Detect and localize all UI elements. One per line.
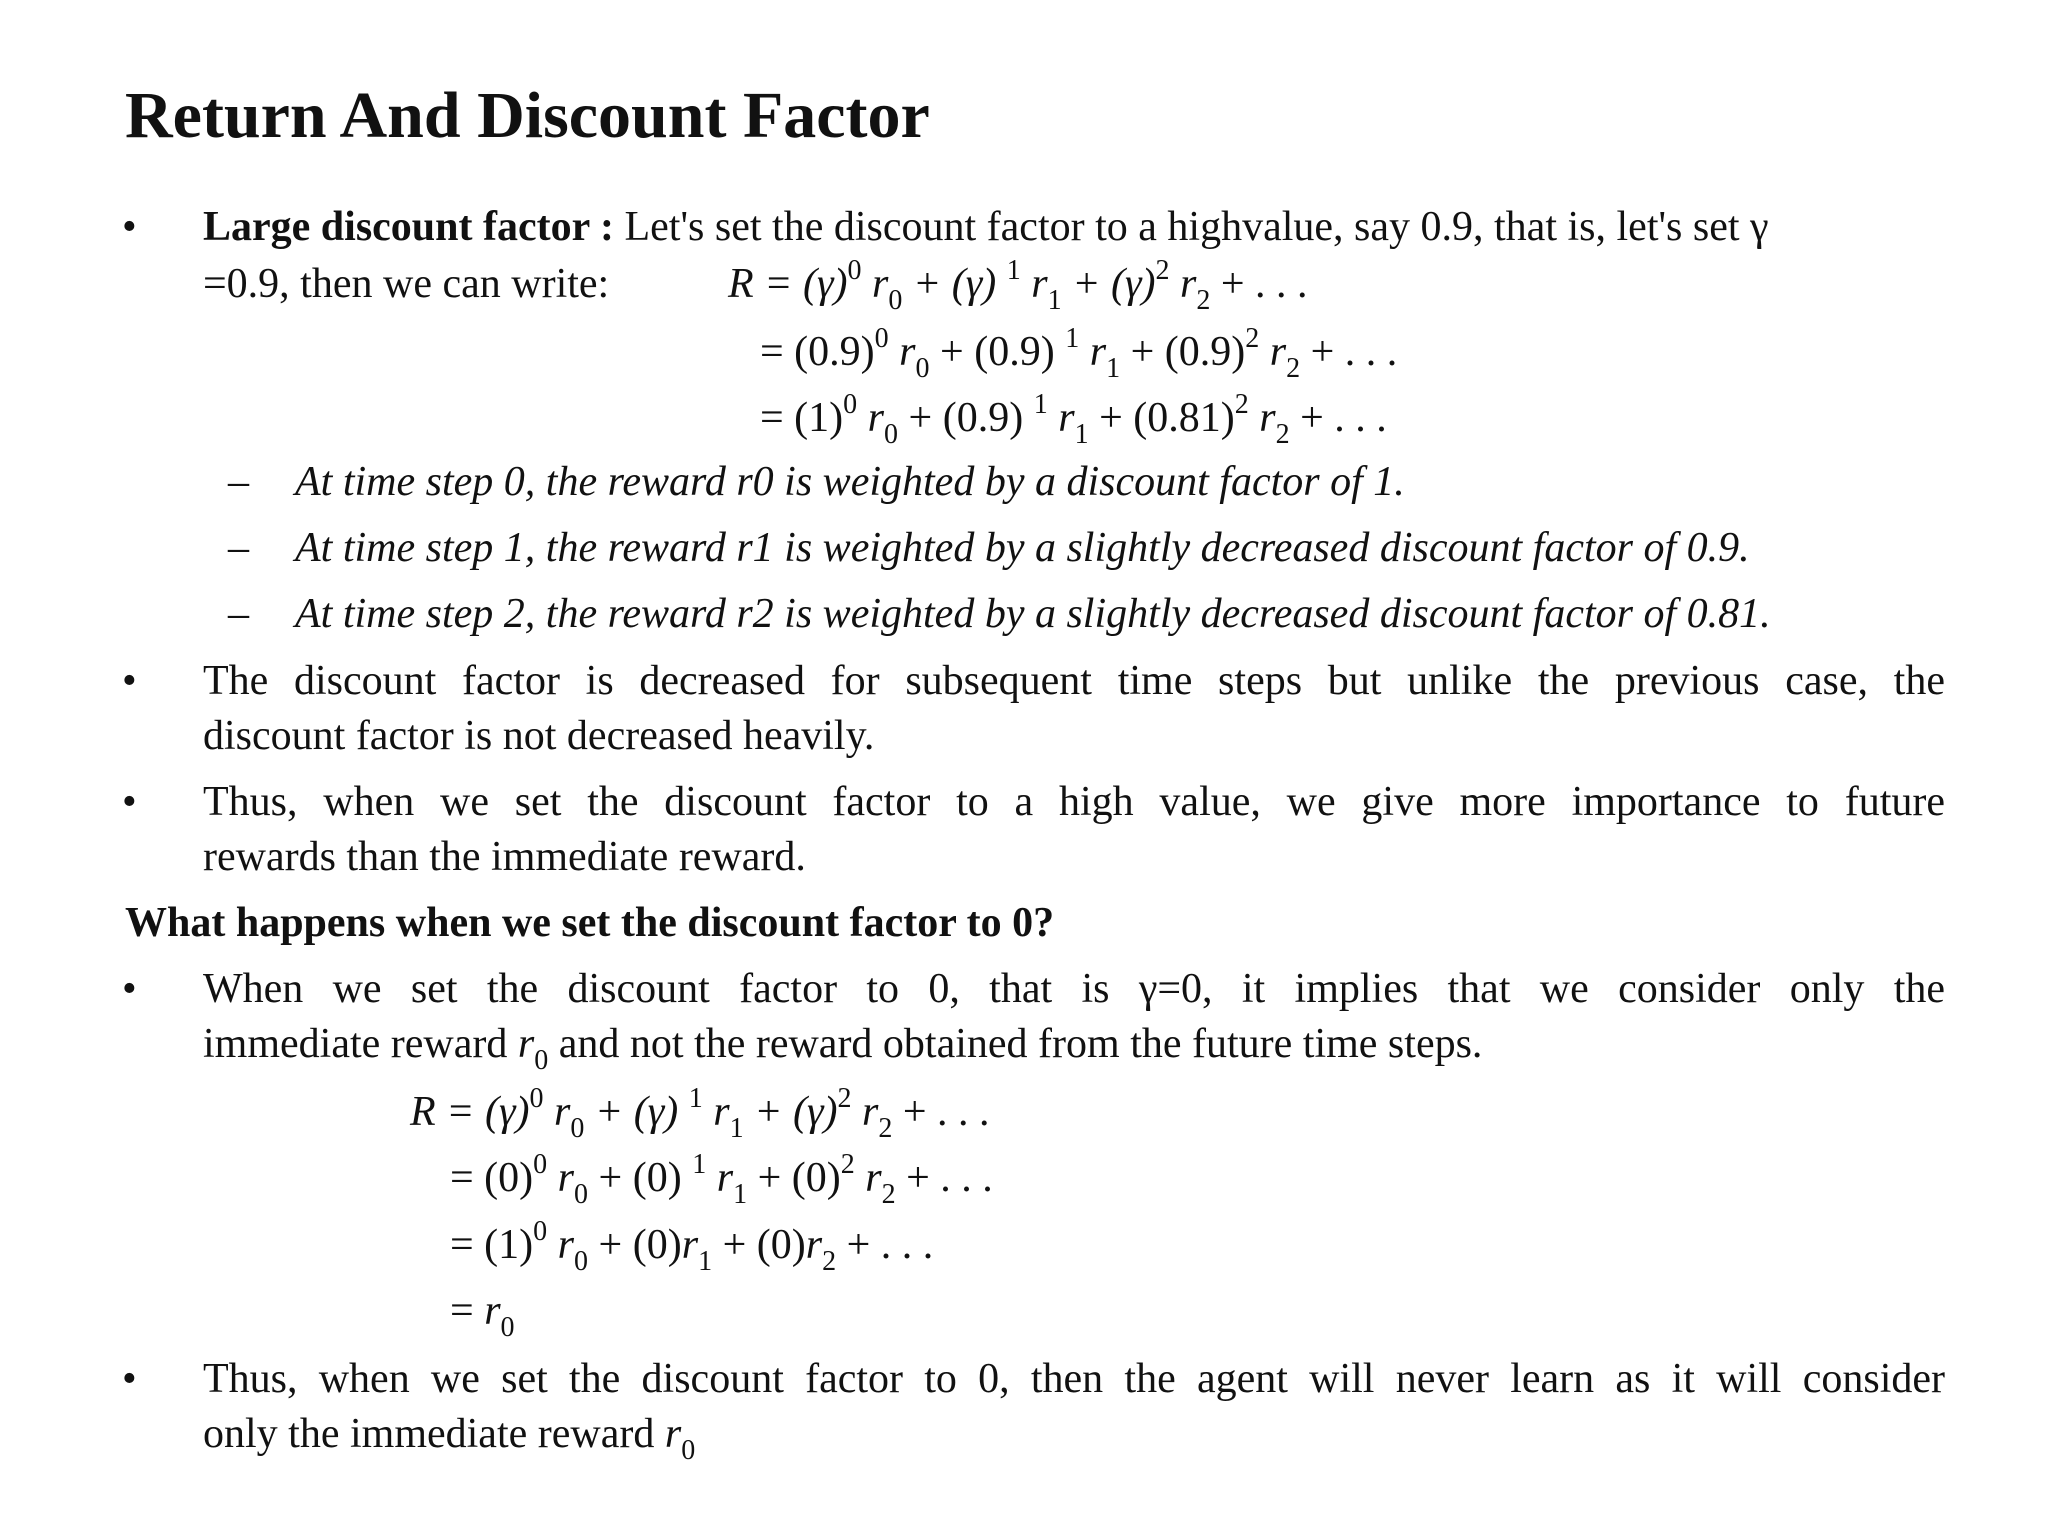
eq2-row-3: = $(1)^0$ $r_0 + (0)r_1 + (0)r_2$ + . . . <box>450 1216 934 1277</box>
bullet-5-glyph: • <box>122 1356 137 1402</box>
sub-bullet-1-glyph: – <box>228 459 249 505</box>
bullet-1-bold-label: Large discount factor : <box>203 204 614 250</box>
bullet-5-line-2: only the immediate reward $r_0$ <box>203 1411 696 1466</box>
eq2-row-4: = $r_0$ <box>450 1288 515 1343</box>
bullet-4-glyph: • <box>122 966 137 1012</box>
eq1-row-3: = $(1)^0$ $r_0 + (0.9)$ $^1$ $r_1 + (0.81)^2$ $r_2$ + . . . <box>760 389 1387 450</box>
bullet-2-line-2: discount factor is not decreased heavily. <box>203 713 875 759</box>
eq2-row-2: = $(0)^0$ $r_0 + (0)$ $^1$ $r_1 + (0)^2$ $r_2$ + . . . <box>450 1149 993 1210</box>
sub-bullet-3: At time step 2, the reward r2 is weighted by a slightly decreased discount factor of 0.81. <box>295 591 1771 637</box>
sub-bullet-2: At time step 1, the reward r1 is weighted by a slightly decreased discount factor of 0.9. <box>295 525 1750 571</box>
bullet-3-line-2: rewards than the immediate reward. <box>203 834 806 880</box>
bullet-3-glyph: • <box>122 779 137 825</box>
eq1-row-1: $R = (\gamma)^0$ $r_0 + (\gamma)$ $^1$ $r_1 + (\gamma)^2$ $r_2$ + . . . <box>728 255 1308 316</box>
bullet-2-glyph: • <box>122 658 137 704</box>
bullet-3-line-1: Thus, when we set the discount factor to a high value, we give more importance to future <box>203 779 1945 825</box>
bullet-1-glyph: • <box>122 204 137 250</box>
bullet-2-line-1: The discount factor is decreased for subsequent time steps but unlike the previous case, the <box>203 658 1945 704</box>
bullet-4-line-1: When we set the discount factor to 0, that is γ=0, it implies that we consider only the <box>203 966 1945 1012</box>
eq1-row-2: = $(0.9)^0$ $r_0 + (0.9)$ $^1$ $r_1 + (0.9)^2$ $r_2$ + . . . <box>760 323 1398 384</box>
bullet-1-line-1 <box>203 200 1769 254</box>
eq2-row-1: $R = (\gamma)^0$ $r_0 + (\gamma)$ $^1$ $r_1 + (\gamma)^2$ $r_2$ + . . . <box>410 1083 990 1144</box>
bullet-1-line-2: =0.9, then we can write: <box>203 261 610 307</box>
slide-title: Return And Discount Factor <box>125 79 930 152</box>
bullet-5-line-1: Thus, when we set the discount factor to 0, then the agent will never learn as it will consider <box>203 1356 1945 1402</box>
sub-bullet-1: At time step 0, the reward r0 is weighted by a discount factor of 1. <box>295 459 1405 505</box>
sub-bullet-3-glyph: – <box>228 591 249 637</box>
bullet-4-line-2: immediate reward $r_0$ and not the reward obtained from the future time steps. <box>203 1021 1483 1076</box>
sub-bullet-2-glyph: – <box>228 525 249 571</box>
section-heading: What happens when we set the discount factor to 0? <box>125 900 1055 946</box>
bullet-1-line-1-text: Let's set the discount factor to a highvalue, say 0.9, that is, let's set γ <box>614 204 1769 250</box>
